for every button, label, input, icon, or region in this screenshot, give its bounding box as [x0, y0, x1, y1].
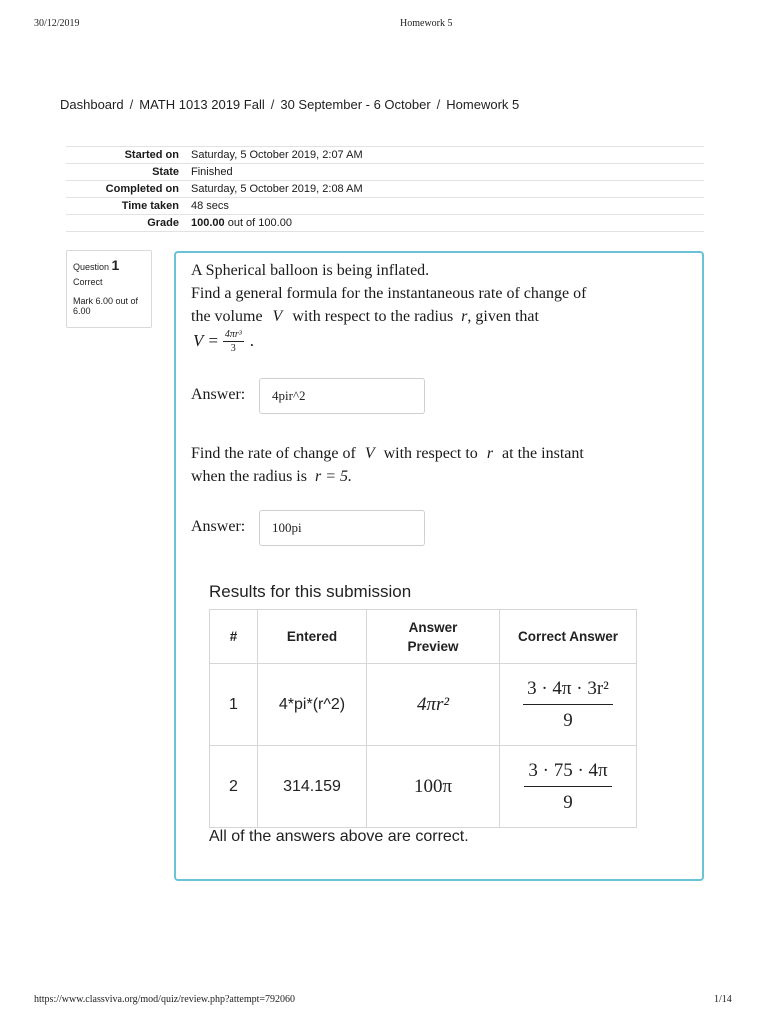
breadcrumb-dashboard[interactable]: Dashboard [60, 97, 124, 112]
results-footer: All of the answers above are correct. [209, 828, 469, 845]
attempt-summary-table [66, 146, 704, 232]
results-header-row [210, 610, 637, 664]
print-page-number: 1/14 [714, 994, 732, 1005]
math-var: V [272, 308, 283, 325]
entered-value: 314.159 [258, 746, 367, 828]
summary-row [66, 198, 704, 215]
math-var: r [486, 445, 494, 462]
summary-row [66, 215, 704, 232]
formula-numerator: 4πr³ [224, 328, 242, 340]
summary-row [66, 147, 704, 164]
correct-numerator: 3 · 4π · 3r² [523, 678, 613, 705]
correct-answer [500, 664, 637, 746]
breadcrumb-homework[interactable]: Homework 5 [446, 97, 520, 112]
answer-label: Answer: [191, 386, 246, 403]
col-header: Answer Preview [367, 610, 500, 664]
correct-numerator: 3 · 75 · 4π [524, 760, 611, 787]
question-status: Correct [73, 277, 103, 287]
entered-value: 4*pi*(r^2) [258, 664, 367, 746]
formula-fraction [223, 329, 244, 354]
question-line [191, 305, 691, 328]
text-segment: Find the rate of change of [191, 445, 356, 462]
formula-denominator: 3 [230, 342, 236, 354]
table-row [210, 746, 637, 828]
summary-value: Saturday, 5 October 2019, 2:08 AM [185, 181, 704, 198]
table-row [210, 664, 637, 746]
formula-lhs: V = [193, 331, 219, 350]
grade-score: 100.00 [191, 217, 225, 229]
grade-value [185, 215, 704, 232]
summary-label: Started on [66, 147, 185, 164]
text-segment: when the radius is [191, 468, 307, 485]
correct-denominator: 9 [563, 709, 573, 731]
question-line: Find a general formula for the instantaneous rate of change of [191, 285, 587, 302]
math-var: V [364, 445, 375, 462]
summary-value: 48 secs [185, 198, 704, 215]
breadcrumb: Dashboard / MATH 1013 2019 Fall / 30 September - 6 October / Homework 5 [60, 97, 520, 112]
question-line [191, 465, 691, 488]
summary-label: Grade [66, 215, 185, 232]
col-header: Correct Answer [500, 610, 637, 664]
print-url: https://www.classviva.org/mod/quiz/review.php?attempt=792060 [34, 994, 296, 1005]
answer-2-input[interactable]: 100pi [259, 510, 425, 546]
question-label: Question [73, 262, 110, 272]
correct-denominator: 9 [563, 791, 573, 813]
question-text [191, 259, 691, 328]
breadcrumb-course[interactable]: MATH 1013 2019 Fall [139, 97, 265, 112]
question-mark: Mark 6.00 out of 6.00 [73, 296, 139, 316]
summary-value: Saturday, 5 October 2019, 2:07 AM [185, 147, 704, 164]
answer-preview: 4πr² [367, 664, 500, 746]
grade-out-of: out of 100.00 [224, 217, 292, 229]
summary-label: Completed on [66, 181, 185, 198]
question-info-box [66, 250, 152, 328]
results-table [209, 609, 637, 828]
text-segment: with respect to the radius [292, 308, 454, 325]
formula-period: . [249, 331, 254, 350]
question-number: 1 [111, 257, 120, 273]
text-segment: at the instant [502, 445, 584, 462]
math-var: r [461, 308, 468, 325]
summary-row [66, 181, 704, 198]
col-header: # [210, 610, 258, 664]
text-segment: , given that [467, 308, 539, 325]
text-segment: the volume [191, 308, 263, 325]
question-line: A Spherical balloon is being inflated. [191, 262, 430, 279]
math-expression: r = 5. [314, 468, 353, 485]
summary-label: State [66, 164, 185, 181]
question-line [191, 442, 691, 465]
summary-row [66, 164, 704, 181]
print-title: Homework 5 [400, 18, 453, 29]
breadcrumb-week[interactable]: 30 September - 6 October [280, 97, 431, 112]
correct-answer [500, 746, 637, 828]
col-header: Entered [258, 610, 367, 664]
print-date: 30/12/2019 [34, 18, 80, 29]
text-segment: with respect to [383, 445, 478, 462]
row-number: 1 [210, 664, 258, 746]
answer-preview: 100π [367, 746, 500, 828]
answer-1-input[interactable]: 4pir^2 [259, 378, 425, 414]
results-title: Results for this submission [209, 582, 412, 601]
row-number: 2 [210, 746, 258, 828]
volume-formula [193, 327, 254, 355]
summary-value: Finished [185, 164, 704, 181]
summary-label: Time taken [66, 198, 185, 215]
answer-label: Answer: [191, 518, 246, 535]
question-part2 [191, 442, 691, 488]
